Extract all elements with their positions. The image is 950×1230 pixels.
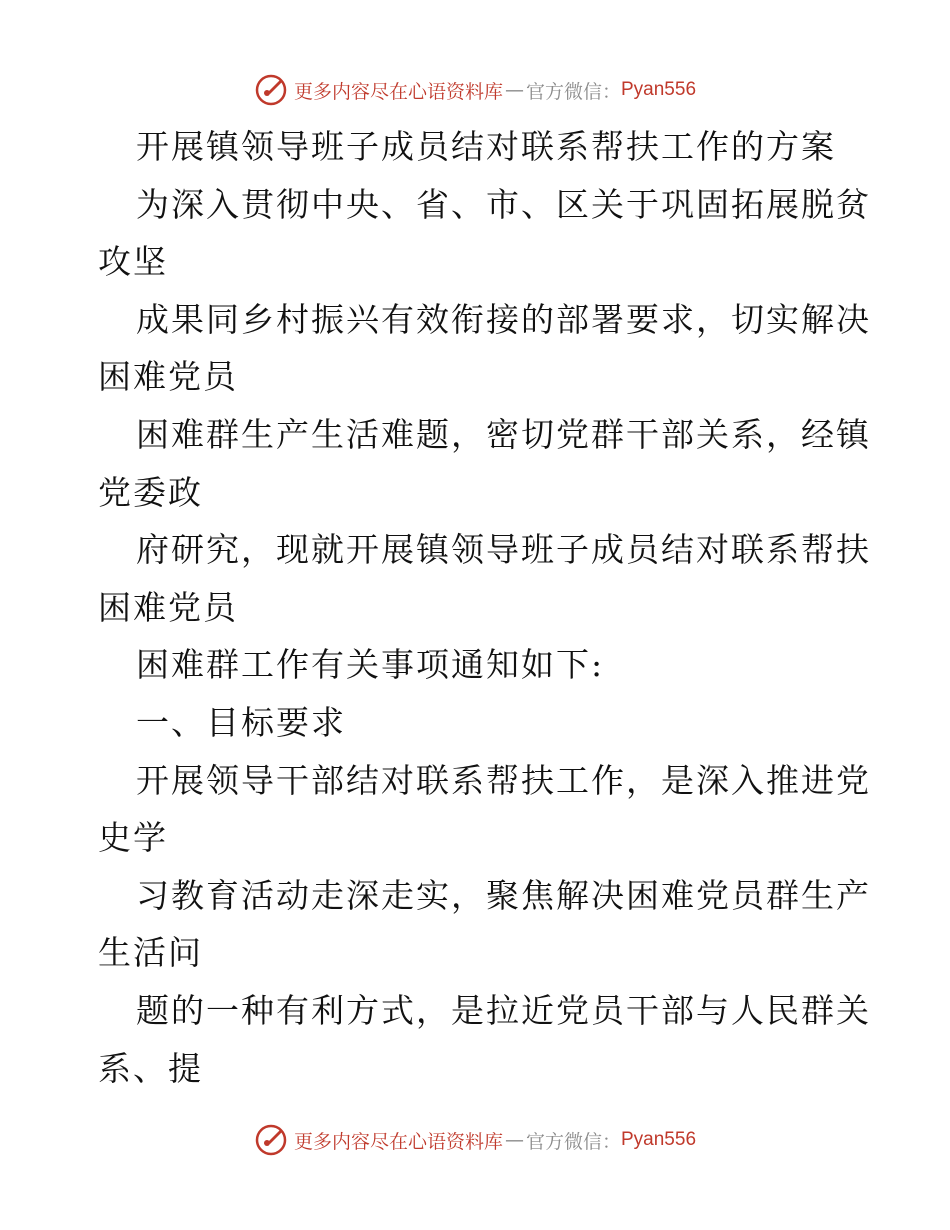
wechat-label: 官方微信： (525, 1130, 621, 1153)
wechat-label: 官方微信： (525, 80, 621, 103)
text-line: 困难群生产生活难题，密切党群干部关系，经镇 (136, 414, 871, 454)
section-heading: 一、目标要求 (136, 702, 346, 742)
text-line: 困难群工作有关事项通知如下: (136, 645, 605, 685)
document-body (98, 118, 871, 1097)
brand-text: 更多内容尽在心语资料库 (293, 80, 503, 103)
text-line: 习教育活动走深走实，聚焦解决困难党员群生产 (136, 875, 871, 915)
footer-watermark-banner (0, 1120, 950, 1160)
header-watermark-banner (0, 70, 950, 110)
quill-logo-icon (254, 1123, 288, 1157)
text-line: 生活问 (98, 933, 203, 973)
banner-dash: — (504, 1129, 524, 1151)
text-line: 开展领导干部结对联系帮扶工作，是深入推进党 (136, 760, 871, 800)
text-line: 成果同乡村振兴有效衔接的部署要求，切实解决 (136, 299, 871, 339)
quill-logo-icon (254, 73, 288, 107)
text-line: 为深入贯彻中央、省、市、区关于巩固拓展脱贫 (136, 184, 871, 224)
banner-dash: — (504, 79, 524, 101)
text-line: 史学 (98, 818, 168, 858)
text-line: 困难党员 (98, 357, 238, 397)
text-line: 题的一种有利方式，是拉近党员干部与人民群关 (136, 990, 871, 1030)
document-title: 开展镇领导班子成员结对联系帮扶工作的方案 (136, 127, 836, 166)
brand-text: 更多内容尽在心语资料库 (293, 1130, 503, 1153)
text-line: 系、提 (98, 1048, 203, 1088)
text-line: 党委政 (98, 472, 203, 512)
wechat-id: Pyan556 (621, 79, 697, 100)
text-line: 困难党员 (98, 587, 238, 627)
text-line: 府研究，现就开展镇领导班子成员结对联系帮扶 (136, 530, 871, 570)
text-line: 攻坚 (98, 242, 168, 282)
wechat-id: Pyan556 (621, 1129, 697, 1150)
